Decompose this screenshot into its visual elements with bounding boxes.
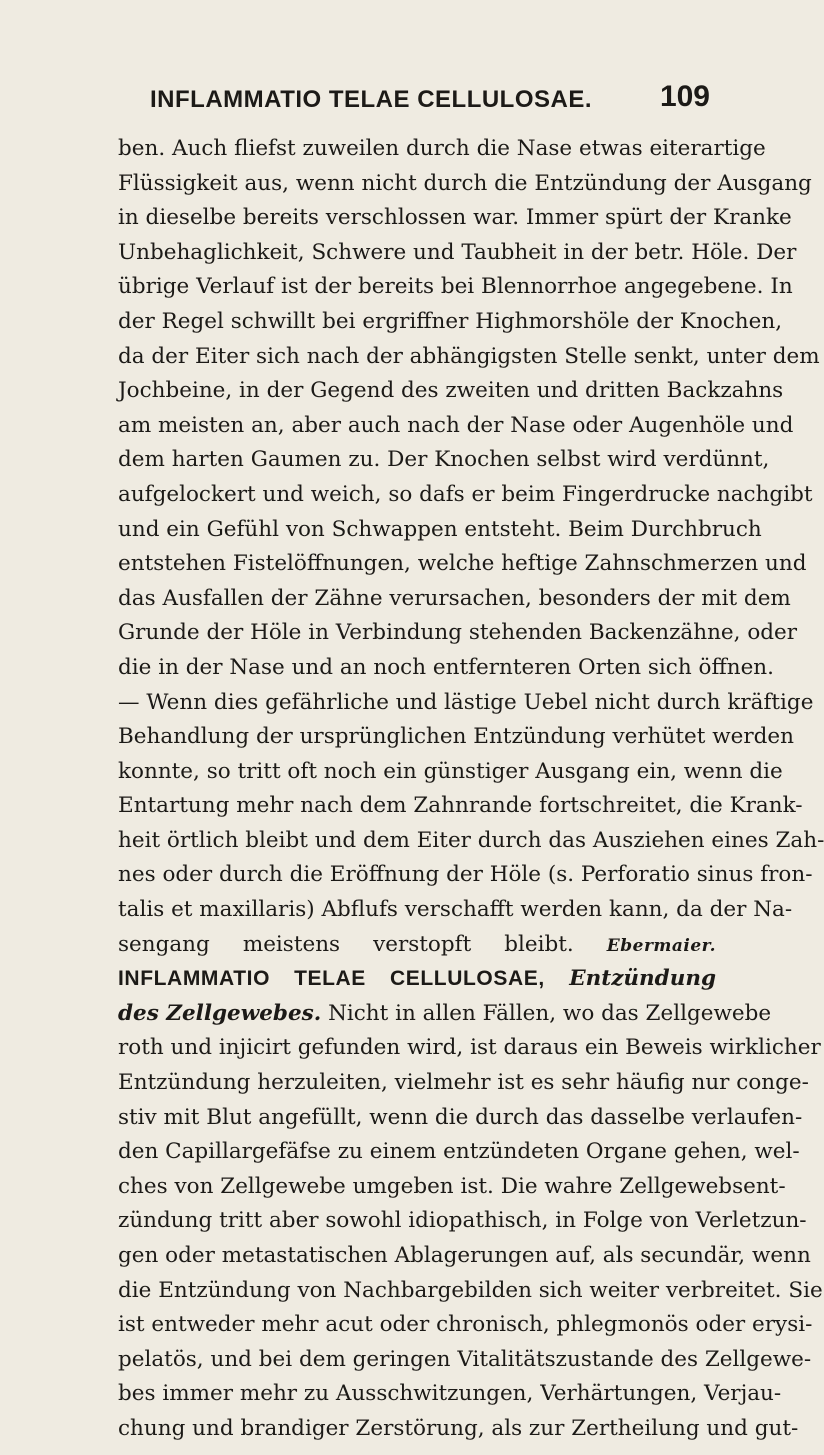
running-head bbox=[150, 80, 710, 120]
running-title: INFLAMMATIO TELAE CELLULOSAE. bbox=[150, 86, 593, 113]
entry-subheading: des Zellgewebes. bbox=[118, 1000, 322, 1026]
text-line: dem harten Gaumen zu. Der Knochen selbst wird verdünnt, bbox=[118, 447, 770, 473]
text-line: zündung tritt aber sowohl idiopathisch, in Folge von Verletzun- bbox=[118, 1208, 807, 1234]
text-line: gen oder metastatischen Ablagerungen auf, als secundär, wenn bbox=[118, 1243, 811, 1268]
text-line: den Capillargefäfse zu einem entzündeten Organe gehen, wel- bbox=[118, 1139, 800, 1165]
body-text bbox=[118, 132, 824, 1447]
text-line: der Regel schwillt bei ergriffner Highmorshöle der Knochen, bbox=[118, 308, 783, 334]
text-line: aufgelockert und weich, so dafs er beim Fingerdrucke nachgibt bbox=[118, 481, 813, 507]
text-line: Flüssigkeit aus, wenn nicht durch die Entzündung der Ausgang bbox=[118, 170, 812, 196]
entry-second-line bbox=[118, 997, 772, 1032]
text-line: die in der Nase und an noch entfernteren Orten sich öffnen. bbox=[118, 654, 774, 680]
text-line: — Wenn dies gefährliche und lästige Uebel nicht durch kräftige bbox=[118, 689, 814, 715]
entry-heading-translation: Entzündung bbox=[569, 966, 717, 992]
text-line: chung und brandiger Zerstörung, als zur Zertheilung und gut- bbox=[118, 1415, 799, 1441]
text-line: Behandlung der ursprünglichen Entzündung verhütet werden bbox=[118, 724, 794, 750]
text-line: entstehen Fistelöffnungen, welche heftige Zahnschmerzen und bbox=[118, 551, 807, 577]
text-line: roth und injicirt gefunden wird, ist daraus ein Beweis wirklicher bbox=[118, 1035, 821, 1061]
entry-text: Nicht in allen Fällen, wo das Zellgewebe bbox=[328, 1000, 772, 1026]
text-line: da der Eiter sich nach der abhängigsten Stelle senkt, unter dem bbox=[118, 343, 820, 369]
entry-heading: INFLAMMATIO TELAE CELLULOSAE, bbox=[118, 967, 545, 991]
text-line: Jochbeine, in der Gegend des zweiten und dritten Backzahns bbox=[118, 378, 784, 404]
page-number: 109 bbox=[659, 80, 710, 113]
text-line: übrige Verlauf ist der bereits bei Blennorrhoe angegebene. In bbox=[118, 274, 793, 300]
text-line: stiv mit Blut angefüllt, wenn die durch das dasselbe verlaufen- bbox=[118, 1104, 803, 1130]
text-line: das Ausfallen der Zähne verursachen, besonders der mit dem bbox=[118, 585, 791, 611]
text-line: ist entweder mehr acut oder chronisch, phlegmonös oder erysi- bbox=[118, 1312, 813, 1338]
closing-line bbox=[118, 928, 716, 963]
text-line: ben. Auch fliefst zuweilen durch die Nase etwas eiterartige bbox=[118, 136, 766, 161]
text-line: ches von Zellgewebe umgeben ist. Die wahre Zellgewebsent- bbox=[118, 1173, 786, 1199]
text-line: talis et maxillaris) Abflufs verschafft werden kann, da der Na- bbox=[118, 897, 793, 923]
text-line: und ein Gefühl von Schwappen entsteht. Beim Durchbruch bbox=[118, 516, 762, 542]
entry-heading-line bbox=[118, 962, 716, 997]
text-line: konnte, so tritt oft noch ein günstiger Ausgang ein, wenn die bbox=[118, 758, 783, 784]
text-line: in dieselbe bereits verschlossen war. Immer spürt der Kranke bbox=[118, 205, 792, 231]
closing-text: sengang meistens verstopft bleibt. bbox=[118, 931, 574, 957]
text-line: pelatös, und bei dem geringen Vitalitätszustande des Zellgewe- bbox=[118, 1346, 812, 1372]
text-line: Unbehaglichkeit, Schwere und Taubheit in der betr. Höle. Der bbox=[118, 239, 797, 265]
text-line: nes oder durch die Eröffnung der Höle (s. Perforatio sinus fron- bbox=[118, 862, 813, 888]
author-signature: Ebermaier. bbox=[606, 935, 716, 956]
text-line: am meisten an, aber auch nach der Nase oder Augenhöle und bbox=[118, 412, 794, 438]
text-line: heit örtlich bleibt und dem Eiter durch das Ausziehen eines Zah- bbox=[118, 827, 824, 853]
text-line: die Entzündung von Nachbargebilden sich weiter verbreitet. Sie bbox=[118, 1277, 823, 1303]
text-line: Grunde der Höle in Verbindung stehenden Backenzähne, oder bbox=[118, 620, 798, 646]
text-line: Entartung mehr nach dem Zahnrande fortschreitet, die Krank- bbox=[118, 793, 803, 819]
text-line: Entzündung herzuleiten, vielmehr ist es sehr häufig nur conge- bbox=[118, 1070, 809, 1096]
text-line: bes immer mehr zu Ausschwitzungen, Verhärtungen, Verjau- bbox=[118, 1381, 782, 1407]
